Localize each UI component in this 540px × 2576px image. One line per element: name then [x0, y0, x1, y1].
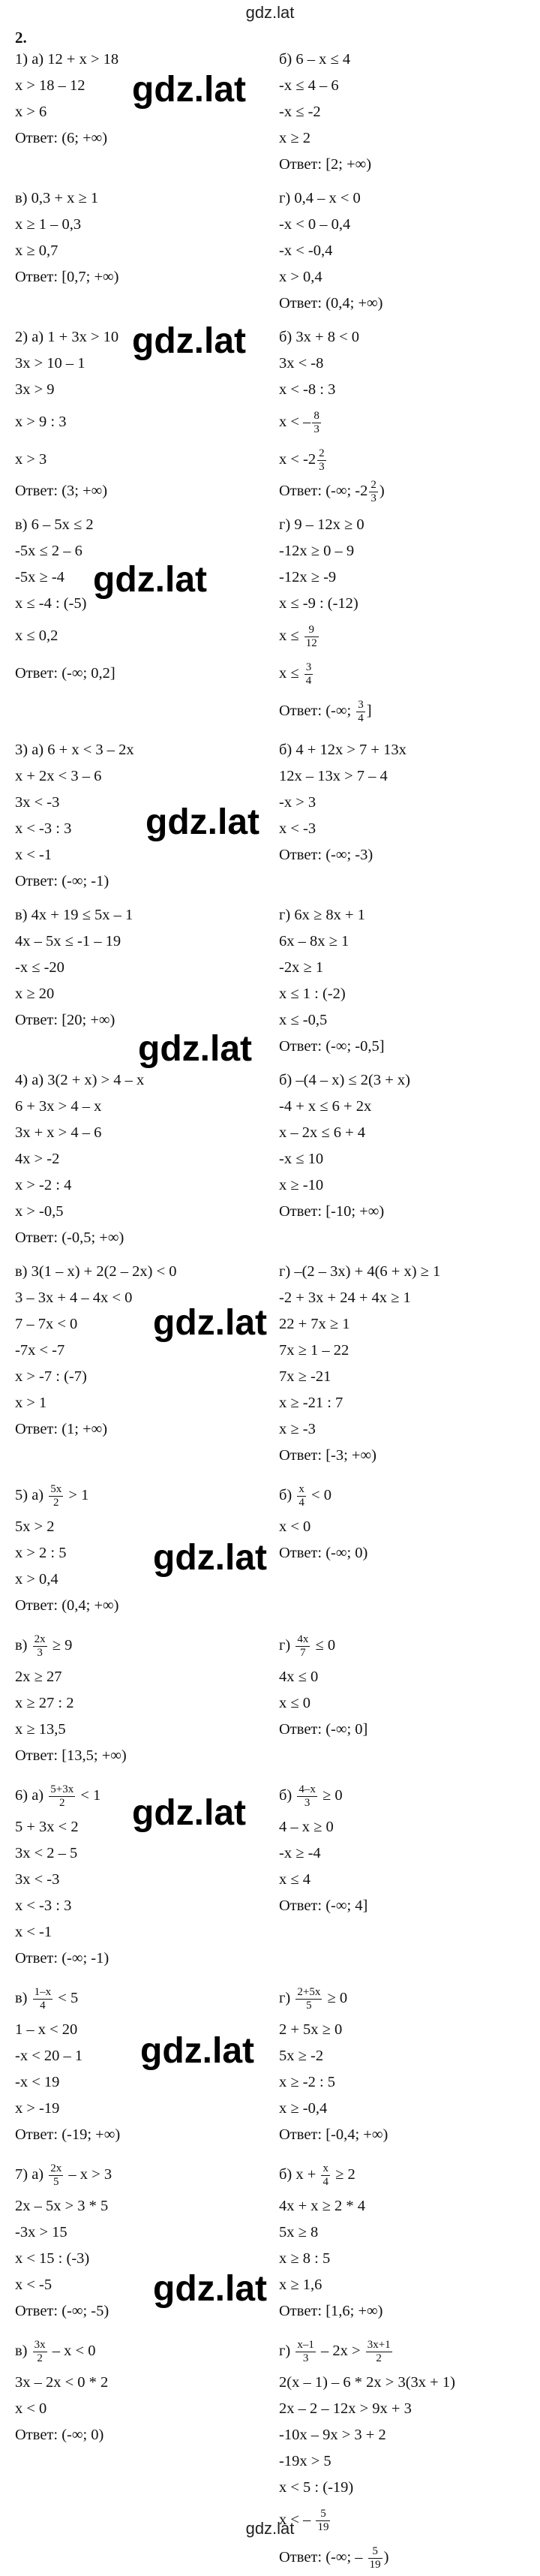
fraction-denominator: 3 — [37, 1646, 43, 1659]
fraction-numerator: x–1 — [297, 2338, 314, 2351]
line-text: < 1 — [76, 1787, 101, 1804]
fraction-denominator: 4 — [322, 2175, 328, 2188]
solution-line — [279, 692, 526, 730]
solution-line: x > 9 : 3 — [15, 414, 67, 430]
solution-line: Ответ: (-∞; -1) — [15, 1950, 110, 1967]
solution-line: г) 9 – 12x ≥ 0 — [279, 516, 364, 533]
solution-line — [279, 1476, 526, 1514]
solution-line: Ответ: (-∞; 0) — [279, 1545, 368, 1561]
right-column — [279, 737, 526, 868]
solution-line — [279, 617, 526, 655]
fraction-numerator: 5 — [316, 2508, 330, 2521]
line-text: 6) а) — [15, 1787, 48, 1804]
fraction-numerator: x — [322, 2162, 328, 2174]
solution-line: Ответ: (0,4; +∞) — [15, 1597, 119, 1614]
solution-line: в) 3(1 – x) + 2(2 – 2x) < 0 — [15, 1263, 177, 1280]
solution-line — [15, 2332, 262, 2370]
fraction — [366, 2339, 392, 2365]
fraction — [304, 661, 314, 688]
line-text: в) — [15, 2343, 32, 2359]
right-column — [279, 2332, 526, 2576]
fraction-denominator: 19 — [369, 2558, 381, 2571]
fraction — [33, 1986, 53, 2012]
solution-line: x ≤ 0 — [279, 1695, 311, 1711]
solution-line: Ответ: (0,4; +∞) — [279, 295, 383, 311]
solution-line: x ≥ 1,6 — [279, 2277, 322, 2293]
solution-line: -19x > 5 — [279, 2453, 332, 2469]
fraction-numerator: 3x+1 — [367, 2338, 391, 2351]
solution-line: x ≥ -0,4 — [279, 2100, 328, 2117]
line-text: > 1 — [64, 1487, 89, 1503]
line-text: x < – — [279, 414, 311, 430]
solution-line: x ≥ -21 : 7 — [279, 1395, 344, 1411]
solution-line: б) –(4 – x) ≤ 2(3 + x) — [279, 1072, 411, 1088]
line-text: ≥ 0 — [318, 1787, 343, 1804]
solution-line: Ответ: [0,7; +∞) — [15, 269, 119, 285]
fraction-numerator: 5 — [368, 2545, 382, 2559]
solution-line: Ответ: (-∞; -0,5] — [279, 1038, 385, 1055]
line-text: 7) а) — [15, 2166, 48, 2183]
solution-line: x ≤ 4 — [279, 1871, 311, 1888]
solution-line: -x < -0,4 — [279, 242, 333, 259]
line-text: г) — [279, 1990, 295, 2006]
solution-line: x > 18 – 12 — [15, 77, 86, 94]
solution-line: Ответ: (-∞; -1) — [15, 873, 110, 889]
solution-line: x > -19 — [15, 2100, 60, 2117]
solution-line — [15, 1476, 262, 1514]
fraction-denominator: 2 — [37, 2352, 43, 2364]
fraction — [49, 1483, 63, 1509]
right-column — [279, 2156, 526, 2325]
solution-line: 5x ≥ -2 — [279, 2048, 324, 2064]
solution-line: x > 6 — [15, 104, 47, 120]
left-column — [15, 2332, 262, 2448]
solution-line — [15, 1979, 262, 2017]
solution-line: 5x > 2 — [15, 1518, 55, 1535]
solution-line: 3x – 2x < 0 * 2 — [15, 2374, 109, 2391]
solution-line: 4x ≤ 0 — [279, 1669, 319, 1685]
fraction — [297, 1483, 306, 1509]
line-text: Ответ: (-∞; – — [279, 2549, 367, 2565]
fraction-denominator: 5 — [53, 2175, 59, 2188]
solution-line: x < -5 — [15, 2277, 52, 2293]
watermark: gdz.lat — [129, 320, 249, 363]
solution-line: 7x ≥ 1 – 22 — [279, 1342, 350, 1359]
fraction — [356, 699, 365, 725]
solution-line: x ≥ 0,7 — [15, 242, 58, 259]
solution-line: Ответ: [20; +∞) — [15, 1012, 116, 1028]
fraction — [296, 1633, 310, 1660]
solution-line: x ≤ -0,5 — [279, 1012, 328, 1028]
fraction-denominator: 3 — [304, 1796, 310, 1809]
solution-line: x < -3 : 3 — [15, 1897, 72, 1914]
solution-line: -x < 20 – 1 — [15, 2048, 83, 2064]
solution-line: x > -0,5 — [15, 1203, 64, 1220]
solution-line — [279, 478, 526, 504]
solution-line: x < -3 — [279, 820, 316, 837]
solution-line: x ≤ 1 : (-2) — [279, 986, 346, 1002]
fraction-denominator: 2 — [376, 2352, 382, 2364]
solution-line: x ≥ 27 : 2 — [15, 1695, 74, 1711]
fraction-denominator: 4 — [305, 674, 312, 687]
right-column — [279, 1259, 526, 1469]
line-text: ≥ 0 — [323, 1990, 348, 2006]
line-text: б) x + — [279, 2166, 320, 2183]
solution-line — [279, 2156, 526, 2193]
left-column — [15, 1259, 262, 1443]
solution-line — [279, 1777, 526, 1814]
solution-line: 3x > 9 — [15, 381, 55, 398]
solution-line: x – 2x ≤ 6 + 4 — [279, 1124, 366, 1141]
fraction-denominator: 4 — [40, 1999, 46, 2012]
solution-line: Ответ: [-10; +∞) — [279, 1203, 385, 1220]
fraction-denominator: 19 — [317, 2520, 329, 2533]
line-text: x < -2 — [279, 451, 316, 468]
fraction — [321, 2162, 330, 2189]
line-text: x < – — [279, 2511, 315, 2528]
fraction-numerator: 2+5x — [297, 1985, 321, 1998]
solution-line: x < 0 — [279, 1518, 311, 1535]
solution-line: 3x < -8 — [279, 355, 324, 372]
solution-line: Ответ: (-19; +∞) — [15, 2126, 121, 2143]
solution-line — [279, 2538, 526, 2576]
solution-line: 7 – 7x < 0 — [15, 1316, 78, 1332]
fraction-numerator: 2x — [34, 1633, 46, 1645]
solution-line: x ≥ 1 – 0,3 — [15, 216, 82, 233]
solution-line: Ответ: (-∞; -5) — [15, 2303, 110, 2319]
line-text: г) — [279, 1637, 295, 1654]
fraction-numerator: 9 — [304, 624, 319, 637]
watermark: gdz.lat — [129, 1792, 249, 1834]
fraction-numerator: 2 — [370, 478, 376, 491]
solution-line: Ответ: [13,5; +∞) — [15, 1747, 127, 1764]
line-text: ) — [379, 483, 385, 499]
solution-line: x > 1 — [15, 1395, 47, 1411]
fraction-denominator: 5 — [306, 1999, 312, 2012]
fraction — [33, 1633, 47, 1660]
left-column — [15, 1627, 262, 1769]
fraction — [297, 1783, 317, 1810]
solution-line: 2) а) 1 + 3x > 10 — [15, 329, 119, 345]
solution-line: x ≥ 8 : 5 — [279, 2250, 331, 2267]
line-text: ) — [383, 2549, 389, 2565]
right-column — [279, 1979, 526, 2148]
solution-line: -2 + 3x + 24 + 4x ≥ 1 — [279, 1290, 411, 1306]
fraction — [33, 2339, 47, 2365]
fraction-denominator: 4 — [298, 1496, 304, 1509]
solution-line: 22 + 7x ≥ 1 — [279, 1316, 350, 1332]
right-column — [279, 185, 526, 317]
fraction-denominator: 2 — [59, 1796, 65, 1809]
fraction — [49, 1783, 75, 1810]
solution-line — [279, 1979, 526, 2017]
solution-line: 3 – 3x + 4 – 4x < 0 — [15, 1290, 133, 1306]
solution-line: x < 5 : (-19) — [279, 2479, 354, 2496]
solution-line: Ответ: (-∞; 0,2] — [15, 665, 116, 682]
solution-line: б) 3x + 8 < 0 — [279, 329, 360, 345]
solution-line: в) 4x + 19 ≤ 5x – 1 — [15, 907, 134, 923]
line-text: ≤ 0 — [311, 1637, 336, 1654]
solution-line — [279, 2332, 526, 2370]
solution-line: x > 0,4 — [15, 1571, 58, 1587]
solution-line: Ответ: (3; +∞) — [15, 483, 108, 499]
solution-line: Ответ: [2; +∞) — [279, 156, 372, 173]
line-text: ] — [366, 703, 372, 719]
solution-line: x ≤ -4 : (-5) — [15, 595, 87, 612]
solution-line: x < -3 : 3 — [15, 820, 72, 837]
watermark: gdz.lat — [142, 802, 262, 844]
fraction-numerator: 3 — [305, 661, 312, 673]
solution-line: 12x – 13x > 7 – 4 — [279, 768, 388, 784]
fraction — [368, 2545, 382, 2571]
solution-line: -x ≥ -4 — [279, 1845, 321, 1861]
right-column — [279, 902, 526, 1060]
solution-line: x ≥ -3 — [279, 1421, 316, 1437]
fraction — [369, 479, 378, 505]
solution-line: -x < 0 – 0,4 — [279, 216, 351, 233]
line-text: б) — [279, 1487, 296, 1503]
line-text: ≥ 9 — [48, 1637, 73, 1654]
solution-line — [279, 441, 526, 478]
line-text: б) — [279, 1787, 296, 1804]
watermark: gdz.lat — [135, 1028, 255, 1070]
solution-line: x ≥ 20 — [15, 986, 55, 1002]
solution-line: -10x – 9x > 3 + 2 — [279, 2427, 386, 2443]
fraction — [296, 2339, 316, 2365]
solution-line: 5 + 3x < 2 — [15, 1819, 79, 1835]
watermark: gdz.lat — [150, 1302, 270, 1344]
right-column — [279, 324, 526, 504]
line-text: – 2x > — [316, 2343, 364, 2359]
fraction-denominator: 3 — [314, 423, 320, 435]
fraction — [312, 410, 321, 436]
fraction-denominator: 4 — [358, 712, 364, 724]
fraction-denominator: 3 — [302, 2352, 309, 2364]
solution-line: x ≥ -10 — [279, 1177, 324, 1193]
solution-line: x + 2x < 3 – 6 — [15, 768, 102, 784]
fraction-denominator: 12 — [305, 636, 317, 649]
right-column — [279, 1627, 526, 1743]
solution-line: -x > 3 — [279, 794, 316, 811]
right-column — [279, 47, 526, 178]
fraction-numerator: 8 — [314, 409, 320, 422]
fraction — [304, 624, 319, 650]
line-text: – x > 3 — [64, 2166, 112, 2183]
fraction-numerator: 1–x — [34, 1985, 52, 1998]
watermark: gdz.lat — [150, 2268, 270, 2310]
right-column — [279, 512, 526, 730]
fraction — [49, 2162, 63, 2189]
solution-line: 4x – 5x ≤ -1 – 19 — [15, 933, 122, 949]
site-header: gdz.lat — [245, 3, 295, 22]
solution-line: в) 0,3 + x ≥ 1 — [15, 190, 99, 206]
solution-line: г) –(2 – 3x) + 4(6 + x) ≥ 1 — [279, 1263, 441, 1280]
solution-line: -x < 19 — [15, 2074, 60, 2090]
fraction — [317, 447, 326, 474]
fraction-numerator: 3x — [34, 2338, 46, 2351]
left-column — [15, 1067, 262, 1251]
fraction-denominator: 7 — [300, 1646, 306, 1659]
solution-line: x ≤ 0,2 — [15, 627, 58, 644]
solution-line: Ответ: (-∞; 0) — [15, 2427, 104, 2443]
fraction-numerator: 5x — [50, 1482, 62, 1495]
solution-line: Ответ: [1,6; +∞) — [279, 2303, 383, 2319]
solution-line: 5x ≥ 8 — [279, 2224, 319, 2240]
line-text: 5) а) — [15, 1487, 48, 1503]
fraction-numerator: 5+3x — [50, 1783, 74, 1795]
solution-line: 2x – 5x > 3 * 5 — [15, 2198, 109, 2214]
task-number: 2. — [15, 29, 27, 47]
solution-line: x < -8 : 3 — [279, 381, 336, 398]
solution-line: 3) а) 6 + x < 3 – 2x — [15, 742, 134, 758]
solution-line: x ≤ -9 : (-12) — [279, 595, 358, 612]
line-text: x ≤ — [279, 665, 303, 682]
solution-line: -x ≤ 4 – 6 — [279, 77, 339, 94]
solution-line: Ответ: [-0,4; +∞) — [279, 2126, 388, 2143]
solution-line: Ответ: (-∞; 0] — [279, 1721, 368, 1738]
solution-line: 6x – 8x ≥ 1 — [279, 933, 350, 949]
fraction-numerator: 4–x — [298, 1783, 316, 1795]
solution-line: -7x < -7 — [15, 1342, 65, 1359]
solution-line: -x ≤ 10 — [279, 1151, 324, 1167]
solution-line: 3x + x > 4 – 6 — [15, 1124, 102, 1141]
solution-line: Ответ: (1; +∞) — [15, 1421, 108, 1437]
solution-line: 7x ≥ -21 — [279, 1368, 332, 1385]
line-text: Ответ: (-∞; -2 — [279, 483, 368, 499]
solution-line: -x ≤ -20 — [15, 959, 64, 976]
line-text: < 0 — [307, 1487, 332, 1503]
fraction-numerator: 4x — [297, 1633, 309, 1645]
line-text: в) — [15, 1637, 32, 1654]
right-column — [279, 1067, 526, 1225]
solution-line: 2x – 2 – 12x > 9x + 3 — [279, 2400, 412, 2417]
fraction-numerator: 2x — [50, 2162, 62, 2174]
solution-line: 3x > 10 – 1 — [15, 355, 86, 372]
solution-line: x < -1 — [15, 847, 52, 863]
solution-line: 2(x – 1) – 6 * 2x > 3(3x + 1) — [279, 2374, 455, 2391]
line-text: ≥ 2 — [331, 2166, 356, 2183]
fraction-numerator: 3 — [358, 698, 364, 711]
solution-line: 4 – x ≥ 0 — [279, 1819, 334, 1835]
solution-line: -12x ≥ -9 — [279, 569, 337, 585]
solution-line: -5x ≥ -4 — [15, 569, 64, 585]
solution-line: x > -7 : (-7) — [15, 1368, 87, 1385]
line-text: x ≤ — [279, 627, 303, 644]
solution-line: б) 4 + 12x > 7 + 13x — [279, 742, 406, 758]
solution-line: 1 – x < 20 — [15, 2021, 78, 2038]
solution-line: x > 3 — [15, 451, 47, 468]
solution-line — [15, 1627, 262, 1664]
solution-line: б) 6 – x ≤ 4 — [279, 51, 351, 68]
solution-line: x > 0,4 — [279, 269, 322, 285]
solution-line: x < -1 — [15, 1924, 52, 1940]
solution-line: Ответ: [-3; +∞) — [279, 1447, 376, 1464]
fraction-denominator: 3 — [319, 460, 325, 473]
solution-line — [279, 655, 526, 692]
solution-line: -2x ≥ 1 — [279, 959, 324, 976]
solution-line: -x ≤ -2 — [279, 104, 321, 120]
solution-line: 4) а) 3(2 + x) > 4 – x — [15, 1072, 145, 1088]
solution-line: x > -2 : 4 — [15, 1177, 72, 1193]
solution-line: Ответ: (-∞; -3) — [279, 847, 374, 863]
line-text: г) — [279, 2343, 295, 2359]
line-text: – x < 0 — [48, 2343, 96, 2359]
solution-line: -3x > 15 — [15, 2224, 68, 2240]
solution-line: -12x ≥ 0 – 9 — [279, 543, 355, 559]
line-text: Ответ: (-∞; — [279, 703, 356, 719]
solution-line: 4x + x ≥ 2 * 4 — [279, 2198, 366, 2214]
solution-line: Ответ: (-∞; 4] — [279, 1897, 368, 1914]
solution-line: 3x < -3 — [15, 794, 60, 811]
solution-line: x < 15 : (-3) — [15, 2250, 90, 2267]
solution-line: 4x > -2 — [15, 1151, 60, 1167]
solution-line — [279, 1627, 526, 1664]
fraction-numerator: x — [298, 1482, 304, 1495]
fraction — [296, 1986, 322, 2012]
solution-line: -5x ≤ 2 – 6 — [15, 543, 82, 559]
right-column — [279, 1777, 526, 1919]
solution-line: 3x < 2 – 5 — [15, 1845, 78, 1861]
solution-line: 6 + 3x > 4 – x — [15, 1098, 102, 1115]
line-text: < 5 — [54, 1990, 79, 2006]
solution-line: в) 6 – 5x ≤ 2 — [15, 516, 94, 533]
right-column — [279, 1476, 526, 1566]
solution-line: x > 2 : 5 — [15, 1545, 67, 1561]
left-column — [15, 512, 262, 692]
solution-line: Ответ: (6; +∞) — [15, 130, 108, 146]
solution-line: -4 + x ≤ 6 + 2x — [279, 1098, 372, 1115]
solution-line: г) 0,4 – x < 0 — [279, 190, 361, 206]
solution-line: x ≥ -2 : 5 — [279, 2074, 336, 2090]
watermark: gdz.lat — [129, 69, 249, 111]
line-text: в) — [15, 1990, 32, 2006]
solution-line — [15, 2156, 262, 2193]
solution-line: x < 0 — [15, 2400, 47, 2417]
solution-line — [279, 403, 526, 441]
solution-line: 2 + 5x ≥ 0 — [279, 2021, 343, 2038]
left-column — [15, 185, 262, 290]
solution-line: 2x ≥ 27 — [15, 1669, 62, 1685]
fraction-denominator: 2 — [53, 1496, 59, 1509]
watermark: gdz.lat — [137, 2030, 257, 2072]
solution-line: x ≥ 2 — [279, 130, 311, 146]
solution-line: 3x < -3 — [15, 1871, 60, 1888]
fraction-numerator: 2 — [319, 447, 325, 459]
watermark: gdz.lat — [150, 1537, 270, 1579]
solution-line: 1) а) 12 + x > 18 — [15, 51, 119, 68]
solution-line: г) 6x ≥ 8x + 1 — [279, 907, 365, 923]
site-footer: gdz.lat — [245, 2519, 295, 2538]
fraction-denominator: 3 — [370, 492, 376, 504]
solution-line: x ≥ 13,5 — [15, 1721, 66, 1738]
solution-line: Ответ: (-0,5; +∞) — [15, 1229, 124, 1246]
watermark: gdz.lat — [90, 559, 210, 601]
left-column — [15, 902, 262, 1034]
